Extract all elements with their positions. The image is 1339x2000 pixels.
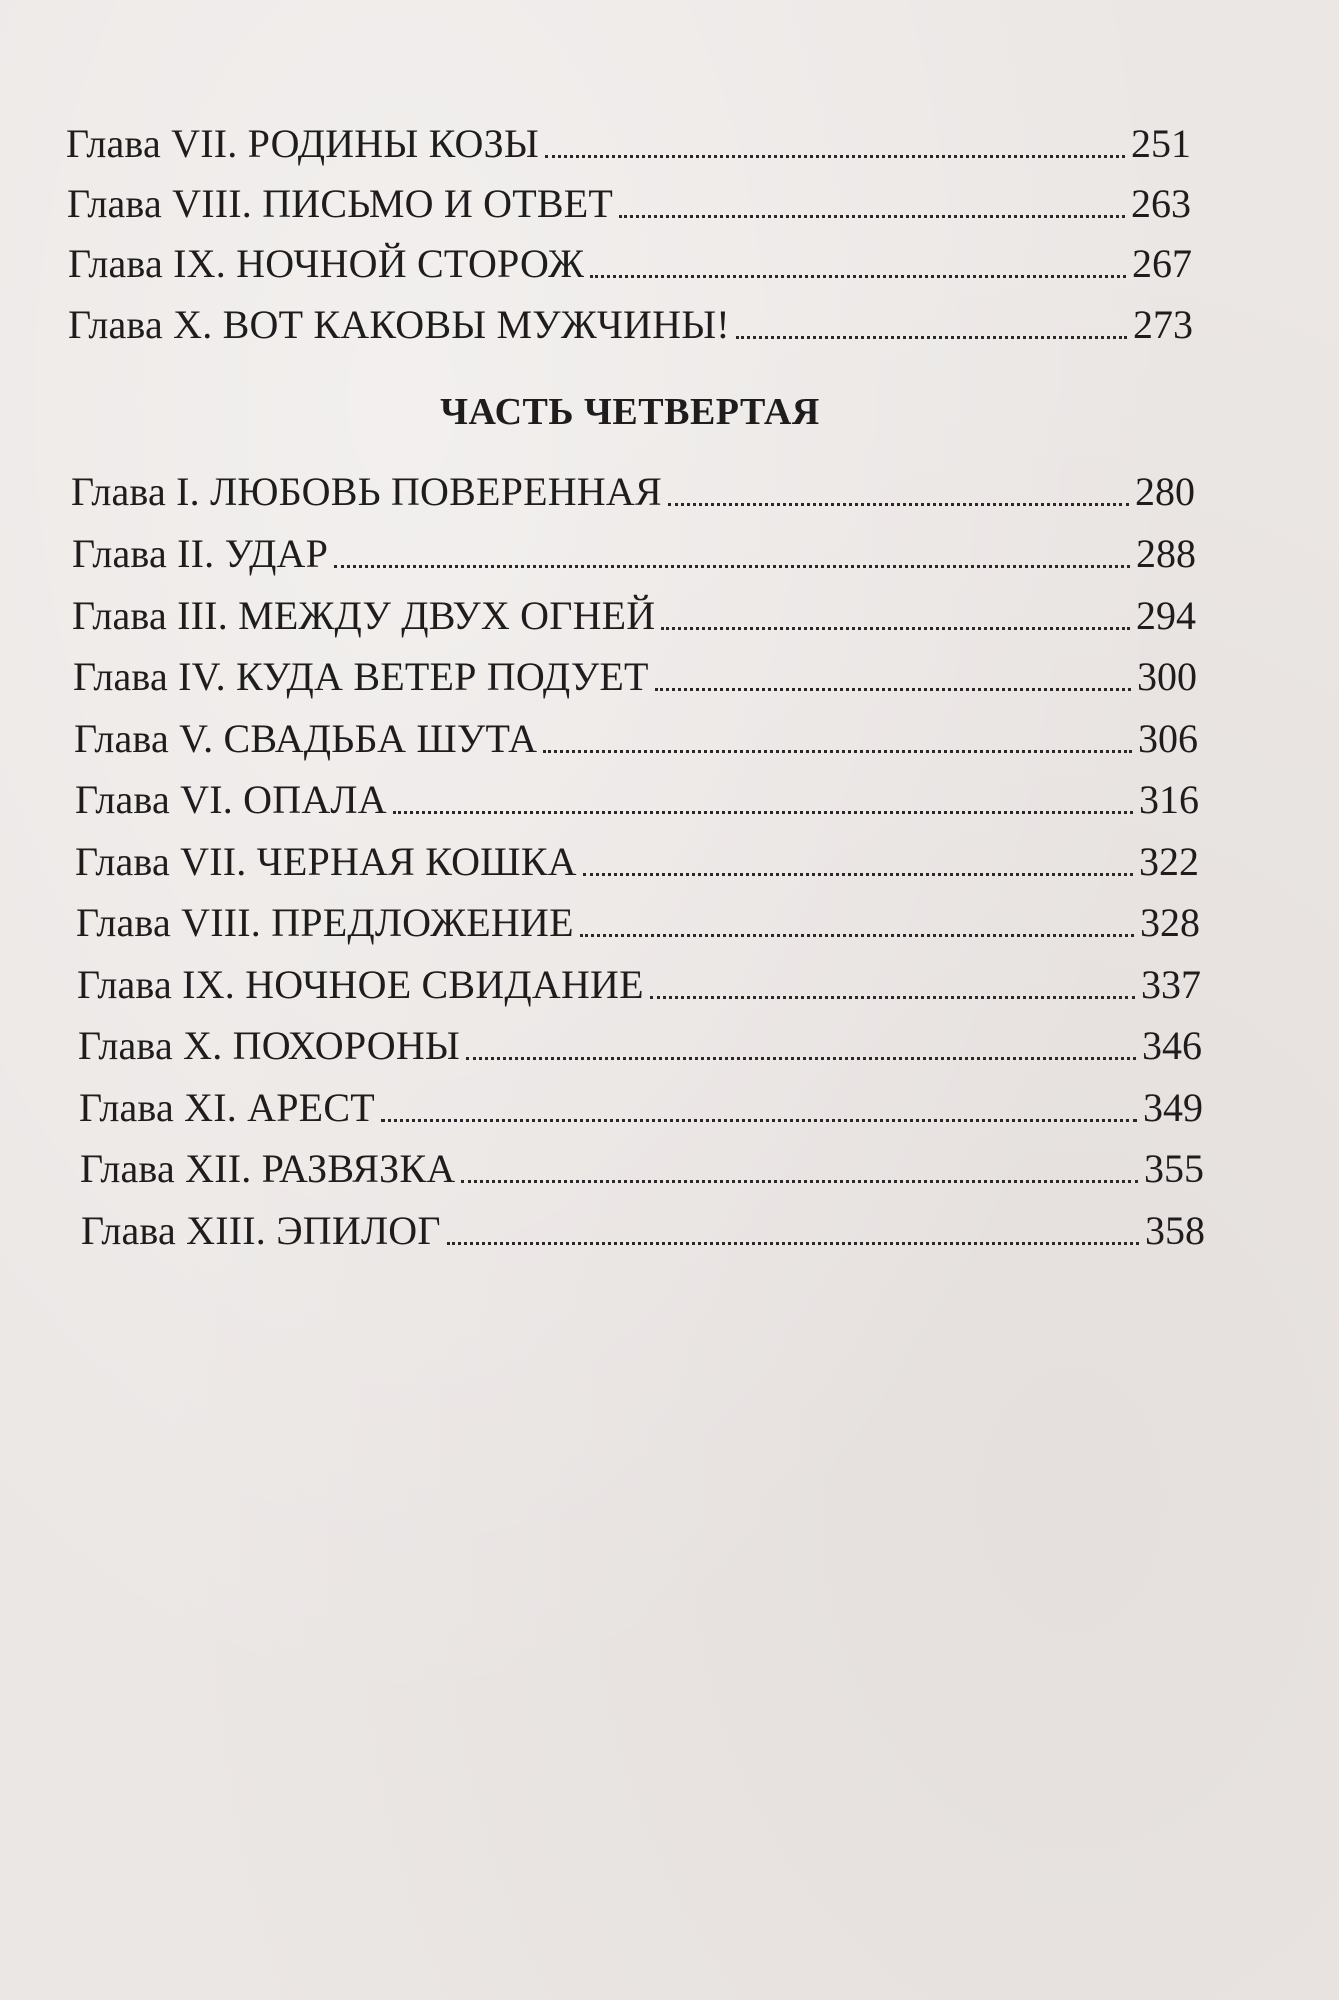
toc-entry-page: 294 <box>1136 593 1196 638</box>
dot-leader <box>583 873 1133 876</box>
toc-entry-page: 273 <box>1133 302 1193 347</box>
toc-entry-title: Глава VII. ЧЕРНАЯ КОШКА <box>75 839 577 884</box>
toc-entry <box>81 1199 1205 1251</box>
toc-entry-title: Глава I. ЛЮБОВЬ ПОВЕРЕННАЯ <box>71 469 662 514</box>
toc-entry <box>71 460 1195 512</box>
dot-leader <box>736 336 1127 339</box>
dot-leader <box>543 750 1132 753</box>
toc-entry-page: 316 <box>1139 777 1199 822</box>
toc-entry-title: Глава VIII. ПРЕДЛОЖЕНИЕ <box>76 900 574 945</box>
toc-entry <box>67 172 1191 224</box>
dot-leader <box>447 1242 1139 1245</box>
toc-entry <box>76 891 1200 943</box>
toc-entry-title: Глава XII. РАЗВЯЗКА <box>80 1146 456 1191</box>
toc-entry-page: 337 <box>1141 962 1201 1007</box>
dot-leader <box>334 565 1130 568</box>
toc-entry <box>78 1014 1202 1066</box>
toc-entry <box>77 953 1201 1005</box>
toc-entry <box>75 830 1199 882</box>
toc-entry-page: 267 <box>1132 241 1192 286</box>
toc-entry-page: 346 <box>1142 1023 1202 1068</box>
toc-entry <box>72 522 1196 574</box>
toc-entry <box>66 112 1191 164</box>
toc-entry <box>68 293 1193 345</box>
toc-entry-title: Глава XIII. ЭПИЛОГ <box>81 1208 441 1253</box>
toc-entry-page: 263 <box>1131 181 1191 226</box>
toc-entry <box>72 584 1196 636</box>
toc-entry-title: Глава XI. АРЕСТ <box>79 1085 375 1130</box>
toc-entry-page: 251 <box>1131 121 1191 166</box>
toc-entry <box>80 1137 1204 1189</box>
toc-entry-page: 358 <box>1145 1208 1205 1253</box>
toc-entry-page: 300 <box>1137 654 1197 699</box>
dot-leader <box>381 1119 1137 1122</box>
toc-entry-page: 322 <box>1139 839 1199 884</box>
toc-entry-page: 288 <box>1136 531 1196 576</box>
dot-leader <box>590 275 1126 278</box>
dot-leader <box>619 215 1125 218</box>
dot-leader <box>655 688 1131 691</box>
toc-entry-page: 328 <box>1140 900 1200 945</box>
toc-entry-page: 349 <box>1143 1085 1203 1130</box>
dot-leader <box>393 811 1133 814</box>
toc-entry-title: Глава X. ПОХОРОНЫ <box>78 1023 461 1068</box>
toc-entry <box>73 645 1197 697</box>
dot-leader <box>466 1057 1136 1060</box>
toc-entry-title: Глава IX. НОЧНОЙ СТОРОЖ <box>68 241 585 286</box>
toc-entry-title: Глава II. УДАР <box>72 531 329 576</box>
dot-leader <box>668 503 1129 506</box>
dot-leader <box>650 996 1135 999</box>
toc-entry-page: 355 <box>1144 1146 1204 1191</box>
dot-leader <box>545 155 1125 158</box>
toc-entry-title: Глава IX. НОЧНОЕ СВИДАНИЕ <box>77 962 644 1007</box>
toc-entry-page: 306 <box>1138 716 1198 761</box>
toc-entry-title: Глава IV. КУДА ВЕТЕР ПОДУЕТ <box>73 654 649 699</box>
toc-entry-page: 280 <box>1135 469 1195 514</box>
toc-entry-title: Глава VII. РОДИНЫ КОЗЫ <box>66 121 539 166</box>
toc-entry <box>68 232 1192 284</box>
part-heading: ЧАСТЬ ЧЕТВЕРТАЯ <box>440 391 820 433</box>
dot-leader <box>461 1180 1138 1183</box>
toc-entry-title: Глава VI. ОПАЛА <box>75 777 387 822</box>
toc-entry-title: Глава III. МЕЖДУ ДВУХ ОГНЕЙ <box>72 593 656 638</box>
dot-leader <box>580 934 1134 937</box>
toc-entry <box>74 707 1198 759</box>
dot-leader <box>661 627 1130 630</box>
toc-entry <box>79 1076 1203 1128</box>
toc-entry <box>75 768 1199 820</box>
toc-entry-title: Глава X. ВОТ КАКОВЫ МУЖЧИНЫ! <box>68 302 730 347</box>
toc-entry-title: Глава VIII. ПИСЬМО И ОТВЕТ <box>67 181 614 226</box>
toc-entry-title: Глава V. СВАДЬБА ШУТА <box>74 716 538 761</box>
